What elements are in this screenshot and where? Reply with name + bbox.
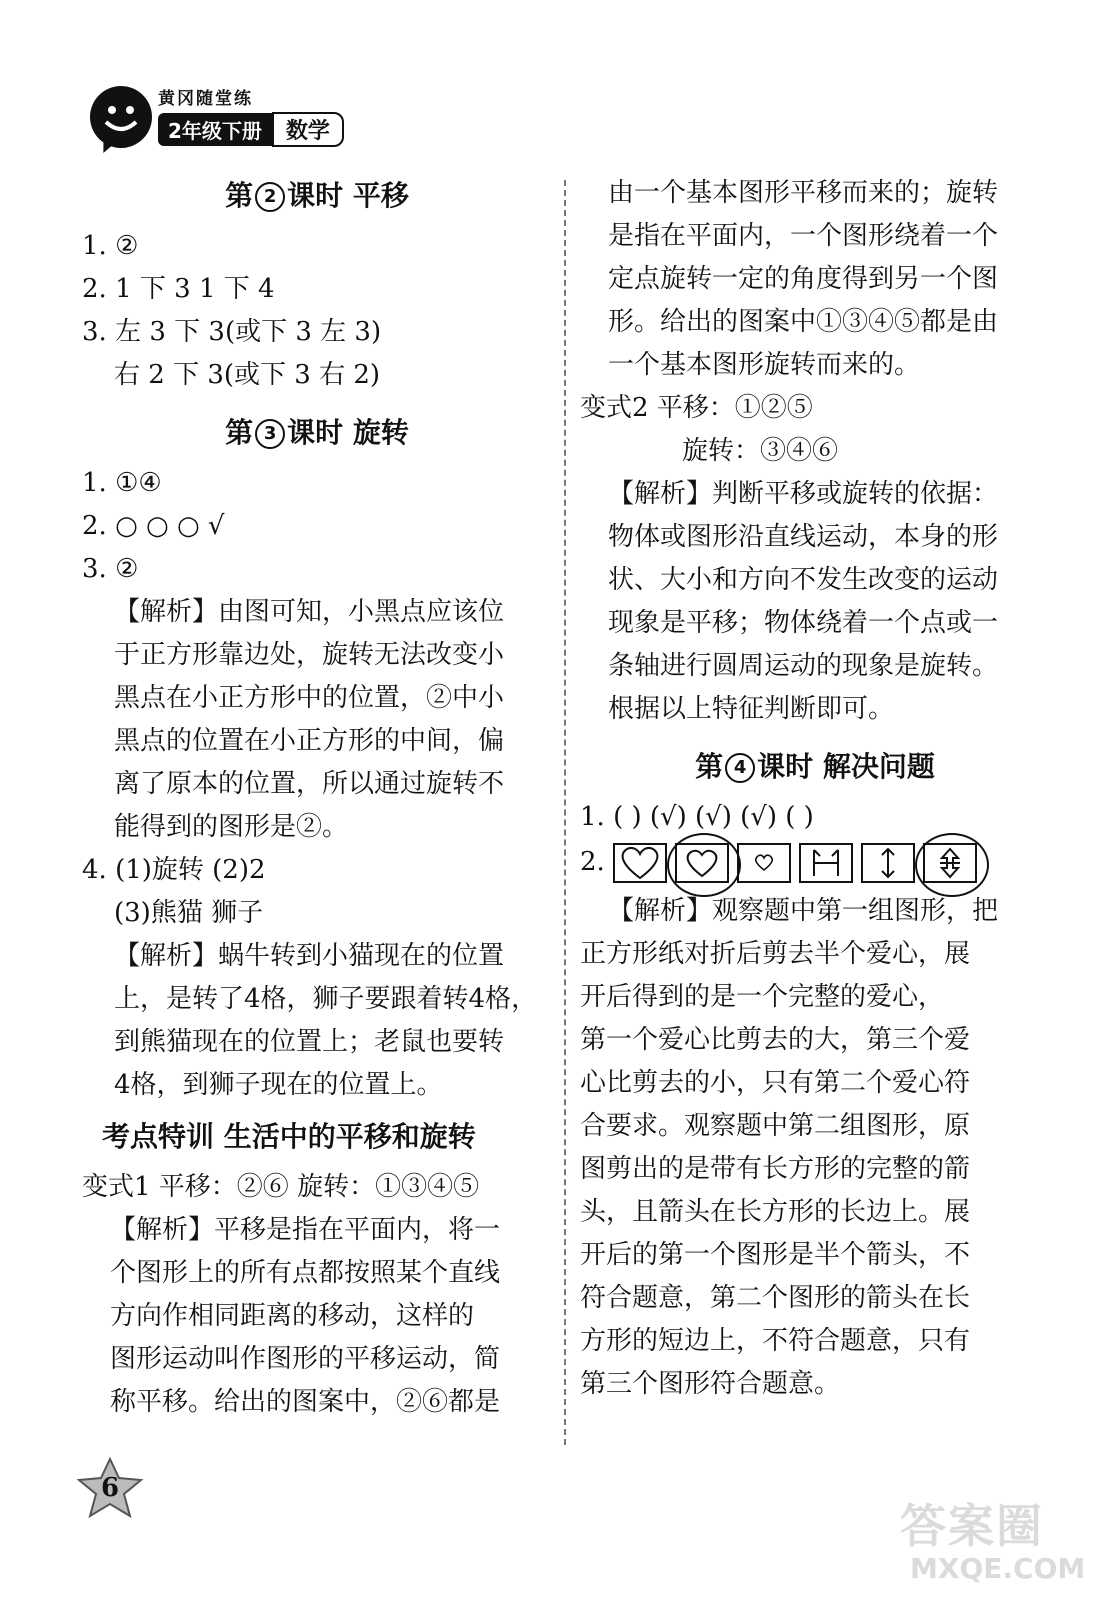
right-column — [580, 172, 1050, 1406]
answer-line: 3. 左 3 下 3(或下 3 左 3) — [82, 317, 382, 347]
analysis-line: 一个基本图形旋转而来的。 — [608, 350, 921, 380]
answer-line: 2. ○ ○ ○ √ — [82, 511, 225, 541]
analysis-line: 根据以上特征判断即可。 — [608, 694, 895, 724]
analysis-line: 头，且箭头在长方形的长边上。展 — [580, 1197, 971, 1227]
answer-line: 1. ( ) (√) (√) (√) ( ) — [580, 802, 814, 832]
answer-line: 右 2 下 3(或下 3 右 2) — [114, 360, 381, 390]
watermark-url: MXQE.COM — [910, 1552, 1086, 1585]
variant-2-translation: 变式2 平移：①②⑤ — [580, 393, 813, 423]
analysis-line: 能得到的图形是②。 — [114, 812, 349, 842]
analysis-line: 【解析】平移是指在平面内，将一 — [110, 1215, 501, 1245]
lesson-4-heading: 第 4 课时 解决问题 — [695, 750, 935, 783]
arrow-long-side-icon — [923, 843, 977, 883]
analysis-line: 正方形纸对折后剪去半个爱心，展 — [580, 939, 971, 969]
shape-answers — [580, 841, 1050, 884]
smiley-logo-icon — [90, 86, 152, 148]
left-column — [82, 170, 552, 1424]
analysis-line: 是指在平面内，一个图形绕着一个 — [608, 221, 999, 251]
answer-number: 2. — [580, 847, 605, 877]
heart-large-icon — [613, 843, 667, 883]
analysis-line: 黑点的位置在小正方形的中间，偏 — [114, 726, 505, 756]
grade-label: 2年级下册 — [158, 113, 272, 146]
analysis-line: 现象是平移；物体绕着一个点或一 — [608, 608, 999, 638]
heart-small-icon — [737, 843, 791, 883]
analysis-line: 状、大小和方向不发生改变的运动 — [608, 565, 999, 595]
answer-line: (3)熊猫 狮子 — [114, 898, 264, 928]
analysis-line: 称平移。给出的图案中，②⑥都是 — [110, 1387, 501, 1417]
arrow-short-side-icon — [861, 843, 915, 883]
analysis-line: 第一个爱心比剪去的大，第三个爱 — [580, 1025, 971, 1055]
analysis-line: 物体或图形沿直线运动，本身的形 — [608, 522, 999, 552]
analysis-line: 【解析】由图可知，小黑点应该位 — [114, 597, 505, 627]
answer-line: 4. (1)旋转 (2)2 — [82, 855, 266, 885]
column-divider — [564, 180, 566, 1445]
analysis-line: 开后的第一个图形是半个箭头，不 — [580, 1240, 971, 1270]
page-number-badge — [74, 1456, 146, 1520]
analysis-line: 图剪出的是带有长方形的完整的箭 — [580, 1154, 971, 1184]
subject-label: 数学 — [272, 112, 344, 147]
answer-line: 3. ② — [82, 554, 139, 584]
analysis-line: 由一个基本图形平移而来的；旋转 — [608, 178, 999, 208]
book-header — [88, 82, 358, 162]
watermark-text: 答案圈 — [900, 1499, 1044, 1553]
analysis-line: 4格，到狮子现在的位置上。 — [114, 1070, 443, 1100]
grade-subject-badge — [158, 112, 344, 146]
analysis-line: 方向作相同距离的移动，这样的 — [110, 1301, 475, 1331]
heart-medium-icon — [675, 843, 729, 883]
analysis-line: 黑点在小正方形中的位置，②中小 — [114, 683, 505, 713]
analysis-line: 个图形上的所有点都按照某个直线 — [110, 1258, 501, 1288]
analysis-line: 于正方形靠边处，旋转无法改变小 — [114, 640, 505, 670]
page-number: 6 — [100, 1473, 120, 1503]
analysis-line: 条轴进行圆周运动的现象是旋转。 — [608, 651, 999, 681]
answer-line: 2. 1 下 3 1 下 4 — [82, 274, 275, 304]
lesson-3-heading: 第 3 课时 旋转 — [225, 416, 409, 449]
answer-line: 1. ①④ — [82, 468, 162, 498]
answer-line: 1. ② — [82, 231, 139, 261]
lesson-2-heading: 第 2 课时 平移 — [225, 179, 409, 212]
brand-name: 黄冈随堂练 — [158, 89, 253, 109]
analysis-line: 【解析】判断平移或旋转的依据： — [608, 479, 999, 509]
analysis-line: 到熊猫现在的位置上；老鼠也要转 — [114, 1027, 505, 1057]
analysis-line: 上，是转了4格，狮子要跟着转4格， — [114, 984, 538, 1014]
analysis-line: 符合题意，第二个图形的箭头在长 — [580, 1283, 971, 1313]
analysis-line: 合要求。观察题中第二组图形，原 — [580, 1111, 971, 1141]
analysis-line: 【解析】蜗牛转到小猫现在的位置 — [114, 941, 505, 971]
analysis-line: 离了原本的位置，所以通过旋转不 — [114, 769, 505, 799]
special-training-heading: 考点特训 生活中的平移和旋转 — [102, 1120, 476, 1153]
analysis-line: 方形的短边上，不符合题意，只有 — [580, 1326, 971, 1356]
analysis-line: 第三个图形符合题意。 — [580, 1369, 841, 1399]
watermark — [900, 1490, 1086, 1590]
analysis-line: 开后得到的是一个完整的爱心， — [580, 982, 945, 1012]
analysis-line: 形。给出的图案中①③④⑤都是由 — [608, 307, 999, 337]
analysis-line: 定点旋转一定的角度得到另一个图 — [608, 264, 999, 294]
analysis-line: 【解析】观察题中第一组图形，把 — [608, 896, 999, 926]
arrow-half-icon — [799, 843, 853, 883]
variant-2-rotation: 旋转：③④⑥ — [682, 436, 839, 466]
analysis-line: 图形运动叫作图形的平移运动，简 — [110, 1344, 501, 1374]
analysis-line: 心比剪去的小，只有第二个爱心符 — [580, 1068, 971, 1098]
variant-1-answer: 变式1 平移：②⑥ 旋转：①③④⑤ — [82, 1172, 480, 1202]
